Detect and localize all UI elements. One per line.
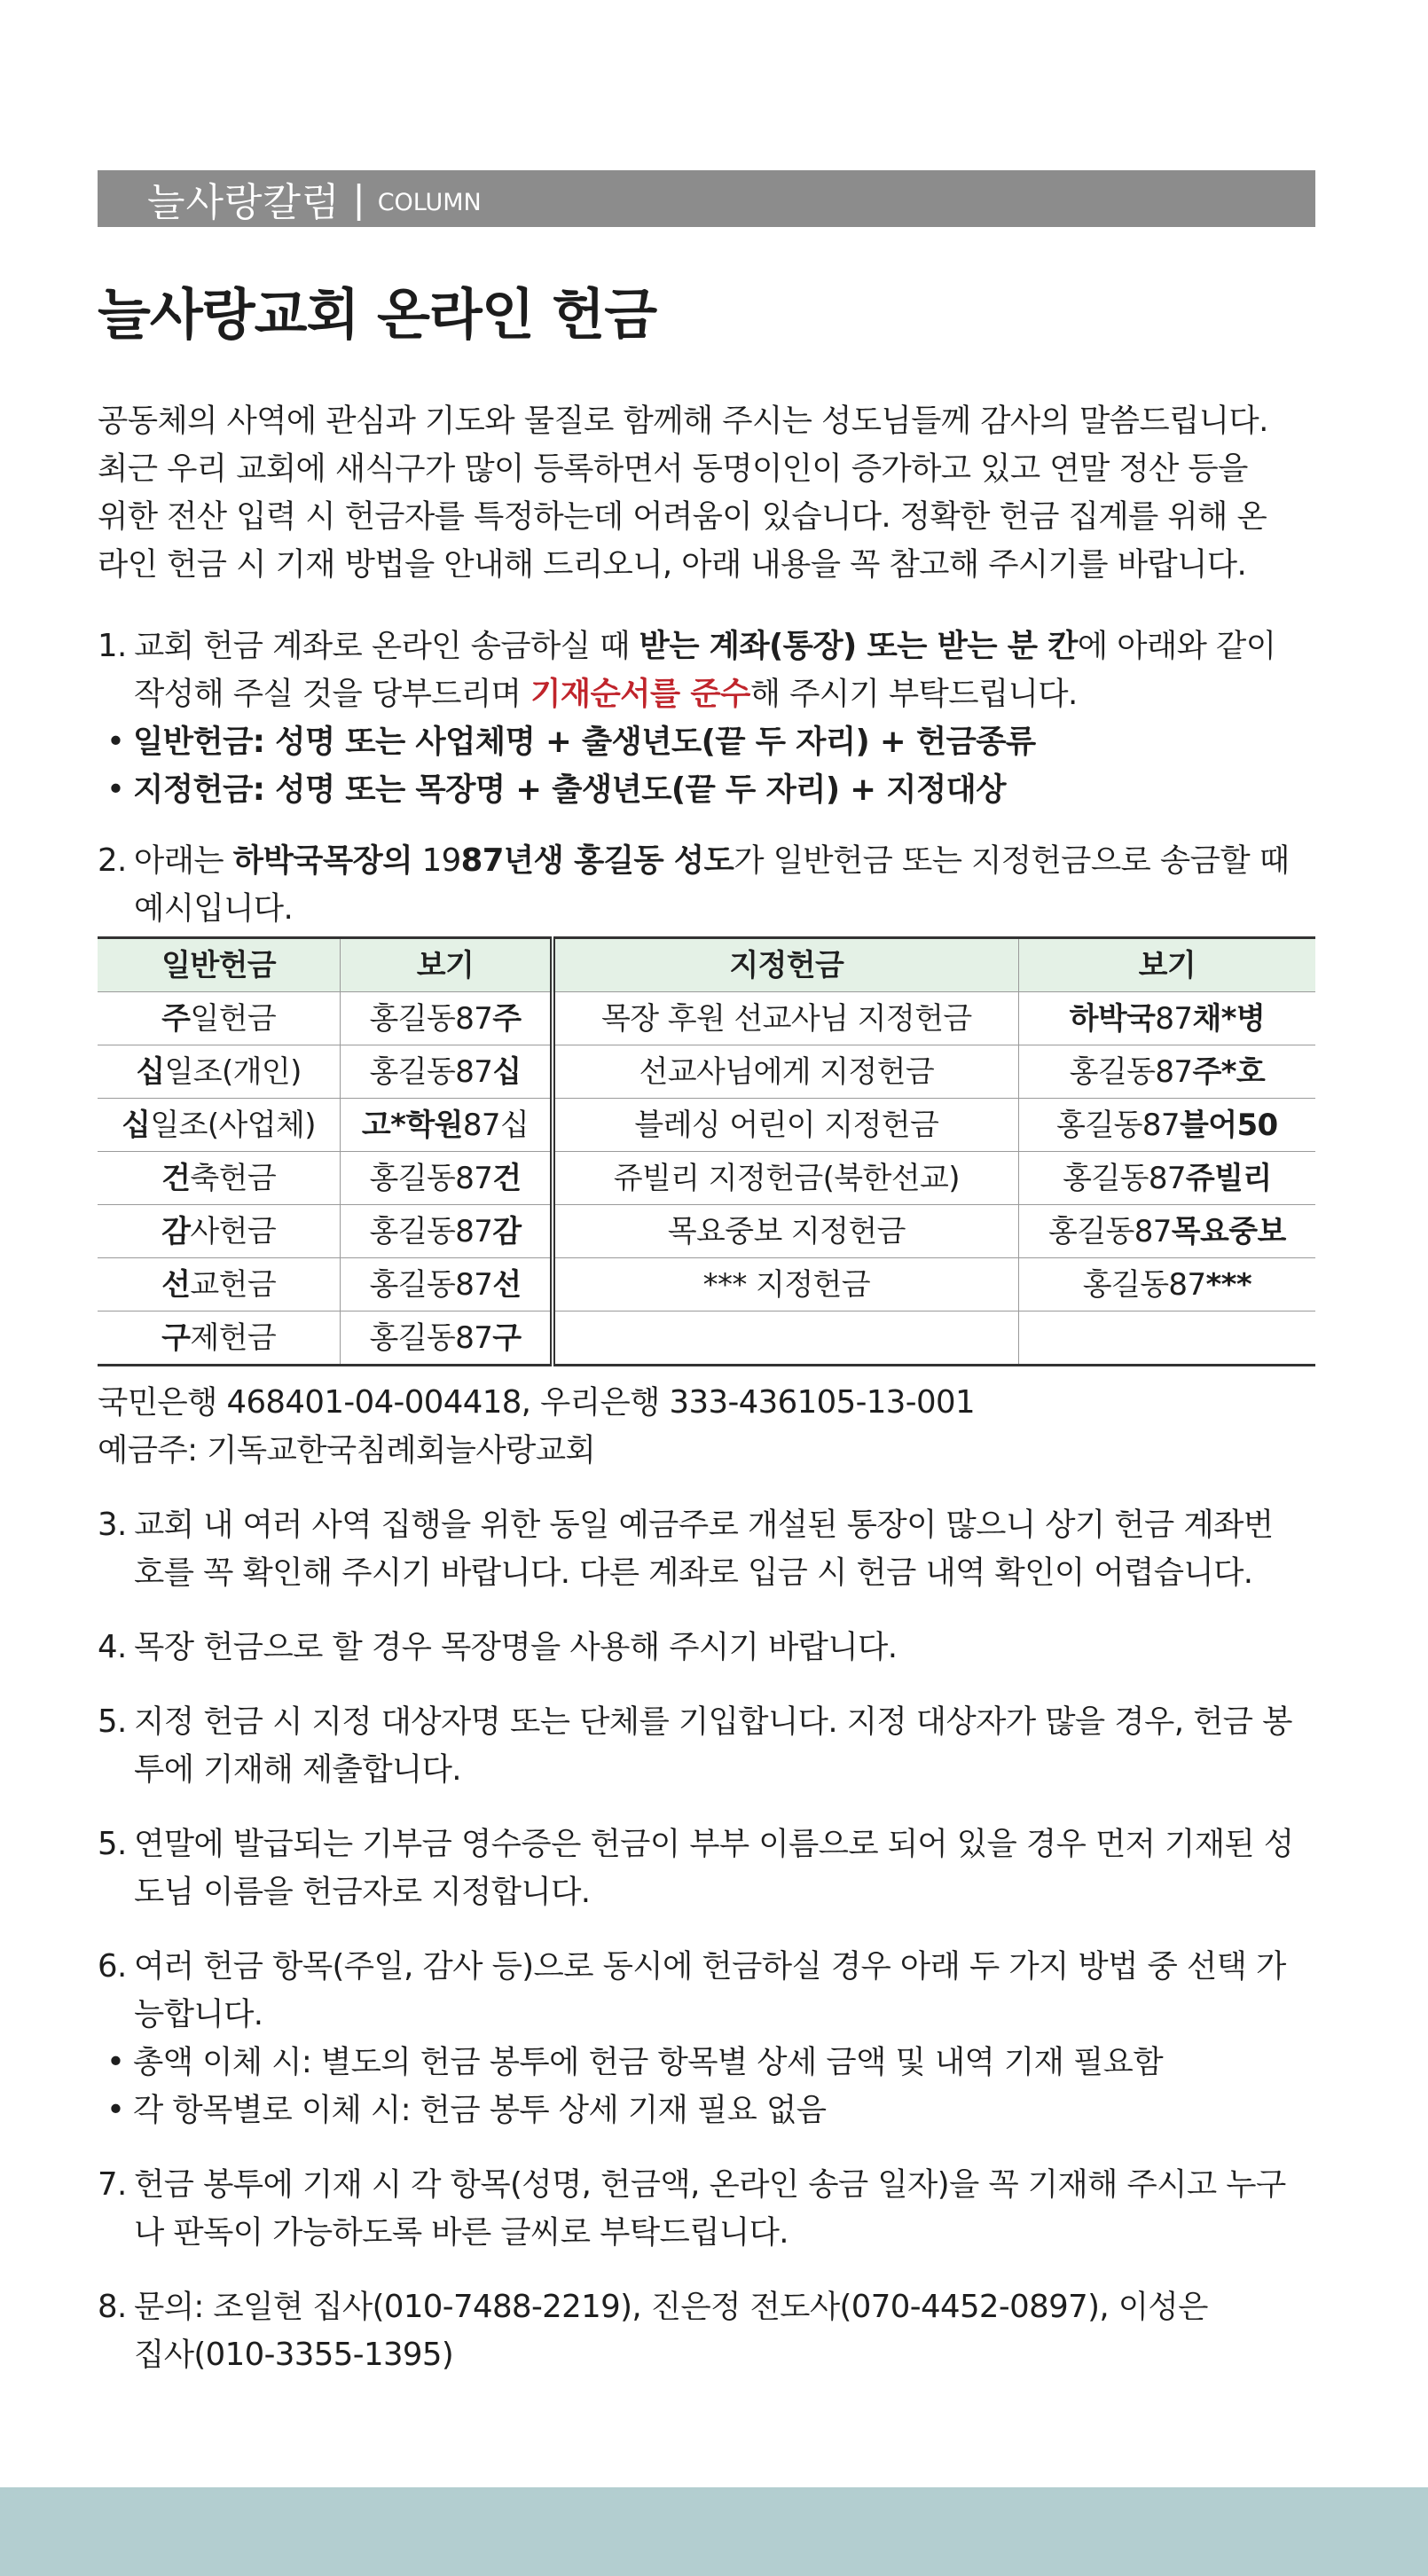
item-line: 호를 꼭 확인해 주시기 바랍니다. 다른 계좌로 입금 시 헌금 내역 확인이 어렵습니다. [134, 1554, 1253, 1591]
bullet-text: 각 항목별로 이체 시: 헌금 봉투 상세 기재 필요 없음 [133, 2092, 827, 2128]
item-line: 교회 헌금 계좌로 온라인 송금하실 때 받는 계좌(통장) 또는 받는 분 칸에 아래와 같이 [134, 628, 1276, 664]
table-row [98, 992, 1315, 1045]
item-number: 8. [98, 2289, 127, 2325]
item-line: 투에 기재해 제출합니다. [134, 1751, 461, 1788]
designated-offering-cell: 선교사님에게 지정헌금 [553, 1045, 1018, 1099]
designated-offering-cell: 목요중보 지정헌금 [553, 1205, 1018, 1258]
bullet-icon: • [106, 2044, 125, 2080]
footer-band [0, 2487, 1428, 2576]
designated-offering-cell: 쥬빌리 지정헌금(북한선교) [553, 1152, 1018, 1205]
general-example-cell: 고*학원87십 [341, 1099, 553, 1152]
bullet-item [98, 2039, 1315, 2087]
designated-example-cell: 홍길동87*** [1018, 1258, 1315, 1311]
column-section-subtitle: COLUMN [377, 188, 482, 216]
bullet-text: 총액 이체 시: 별도의 헌금 봉투에 헌금 항목별 상세 금액 및 내역 기재 필요함 [133, 2044, 1164, 2080]
general-offering-cell: 감사헌금 [98, 1205, 341, 1258]
bank-info [98, 1379, 1315, 1475]
bullet-text: 지정헌금: 성명 또는 목장명 + 출생년도(끝 두 자리) + 지정대상 [133, 771, 1006, 808]
designated-example-cell [1018, 1311, 1315, 1366]
general-example-cell: 홍길동87선 [341, 1258, 553, 1311]
table-row [98, 1099, 1315, 1152]
item-line: 연말에 발급되는 기부금 영수증은 헌금이 부부 이름으로 되어 있을 경우 먼저 기재된 성 [134, 1826, 1294, 1862]
table-row [98, 1205, 1315, 1258]
item-line: 예시입니다. [134, 890, 294, 927]
general-example-cell: 홍길동87십 [341, 1045, 553, 1099]
designated-offering-cell: 블레싱 어린이 지정헌금 [553, 1099, 1018, 1152]
item-number: 1. [98, 628, 127, 664]
designated-example-cell: 홍길동87주*호 [1018, 1045, 1315, 1099]
general-offering-cell: 건축헌금 [98, 1152, 341, 1205]
item-line: 교회 내 여러 사역 집행을 위한 동일 예금주로 개설된 통장이 많으니 상기 헌금 계좌번 [134, 1507, 1274, 1543]
bullet-icon: • [106, 724, 125, 760]
table-row [98, 1045, 1315, 1099]
designated-example-cell: 홍길동87블어50 [1018, 1099, 1315, 1152]
page-title: 늘사랑교회 온라인 헌금 [98, 282, 657, 347]
instruction-item-5b [98, 1820, 1315, 1916]
instruction-item-6 [98, 1943, 1315, 2039]
item-line: 여러 헌금 항목(주일, 감사 등)으로 동시에 헌금하실 경우 아래 두 가지 방법 중 선택 가 [134, 1948, 1286, 1985]
item-number: 5. [98, 1826, 127, 1862]
column-header: 지정헌금 [553, 938, 1018, 992]
general-offering-cell: 십일조(개인) [98, 1045, 341, 1099]
item-line: 헌금 봉투에 기재 시 각 항목(성명, 헌금액, 온라인 송금 일자)을 꼭 기재해 주시고 누구 [134, 2166, 1286, 2203]
bullet-item [98, 766, 1315, 814]
item-line: 작성해 주실 것을 당부드리며 기재순서를 준수해 주시기 부탁드립니다. [134, 676, 1078, 712]
item-number: 3. [98, 1507, 127, 1543]
designated-example-cell: 홍길동87쥬빌리 [1018, 1152, 1315, 1205]
header-divider: | [352, 176, 365, 221]
instruction-item-1 [98, 622, 1315, 718]
column-header: 일반헌금 [98, 938, 341, 992]
column-header: 보기 [1018, 938, 1315, 992]
general-example-cell: 홍길동87건 [341, 1152, 553, 1205]
item-number: 4. [98, 1629, 127, 1665]
bullet-icon: • [106, 771, 125, 808]
table-row [98, 1152, 1315, 1205]
item-line: 능합니다. [134, 1996, 263, 2032]
column-header: 보기 [341, 938, 553, 992]
general-offering-cell: 십일조(사업체) [98, 1099, 341, 1152]
bullet-item [98, 718, 1315, 766]
item-line: 집사(010-3355-1395) [134, 2337, 454, 2373]
table-row [98, 1258, 1315, 1311]
bank-accounts: 국민은행 468401-04-004418, 우리은행 333-436105-13-001 [98, 1384, 975, 1421]
highlight-text: 기재순서를 준수 [530, 676, 750, 712]
designated-example-cell: 홍길동87목요중보 [1018, 1205, 1315, 1258]
account-holder: 예금주: 기독교한국침례회늘사랑교회 [98, 1432, 596, 1468]
instruction-item-2 [98, 837, 1315, 933]
intro-paragraph [98, 397, 1315, 589]
general-offering-cell: 구제헌금 [98, 1311, 341, 1366]
instruction-item-3 [98, 1501, 1315, 1597]
item-number: 6. [98, 1948, 127, 1985]
general-offering-cell: 주일헌금 [98, 992, 341, 1045]
instruction-item-7 [98, 2161, 1315, 2257]
column-section-title: 늘사랑칼럼 [147, 180, 341, 225]
designated-example-cell: 하박국87채*병 [1018, 992, 1315, 1045]
intro-line: 공동체의 사역에 관심과 기도와 물질로 함께해 주시는 성도님들께 감사의 말씀드립니다. [98, 403, 1268, 439]
table-row [98, 1311, 1315, 1366]
column-header-bar [98, 170, 1315, 227]
item-line: 지정 헌금 시 지정 대상자명 또는 단체를 기입합니다. 지정 대상자가 많을 경우, 헌금 봉 [134, 1703, 1292, 1740]
item-number: 5. [98, 1703, 127, 1740]
table-header-row [98, 938, 1315, 992]
item-number: 2. [98, 842, 127, 879]
offering-example-table [98, 936, 1315, 1366]
instruction-item-4 [98, 1624, 1315, 1672]
item-line: 문의: 조일현 집사(010-7488-2219), 진은정 전도사(070-4452-0897), 이성은 [134, 2289, 1208, 2325]
general-offering-cell: 선교헌금 [98, 1258, 341, 1311]
item-line: 목장 헌금으로 할 경우 목장명을 사용해 주시기 바랍니다. [134, 1629, 898, 1665]
item-line: 아래는 하박국목장의 1987년생 홍길동 성도가 일반헌금 또는 지정헌금으로 송금할 때 [134, 842, 1290, 879]
item-number: 7. [98, 2166, 127, 2203]
item-line: 도님 이름을 헌금자로 지정합니다. [134, 1874, 591, 1910]
bullet-text: 일반헌금: 성명 또는 사업체명 + 출생년도(끝 두 자리) + 헌금종류 [133, 724, 1036, 760]
designated-offering-cell [553, 1311, 1018, 1366]
instruction-item-5 [98, 1698, 1315, 1794]
general-example-cell: 홍길동87구 [341, 1311, 553, 1366]
general-example-cell: 홍길동87주 [341, 992, 553, 1045]
bullet-item [98, 2087, 1315, 2134]
instruction-item-8 [98, 2283, 1315, 2379]
designated-offering-cell: *** 지정헌금 [553, 1258, 1018, 1311]
article-body [98, 397, 1315, 2379]
intro-line: 최근 우리 교회에 새식구가 많이 등록하면서 동명이인이 증가하고 있고 연말 정산 등을 [98, 450, 1248, 487]
item-line: 나 판독이 가능하도록 바른 글씨로 부탁드립니다. [134, 2214, 789, 2251]
intro-line: 라인 헌금 시 기재 방법을 안내해 드리오니, 아래 내용을 꼭 참고해 주시기를 바랍니다. [98, 546, 1247, 583]
general-example-cell: 홍길동87감 [341, 1205, 553, 1258]
intro-line: 위한 전산 입력 시 헌금자를 특정하는데 어려움이 있습니다. 정확한 헌금 집계를 위해 온 [98, 498, 1267, 535]
designated-offering-cell: 목장 후원 선교사님 지정헌금 [553, 992, 1018, 1045]
bullet-icon: • [106, 2092, 125, 2128]
